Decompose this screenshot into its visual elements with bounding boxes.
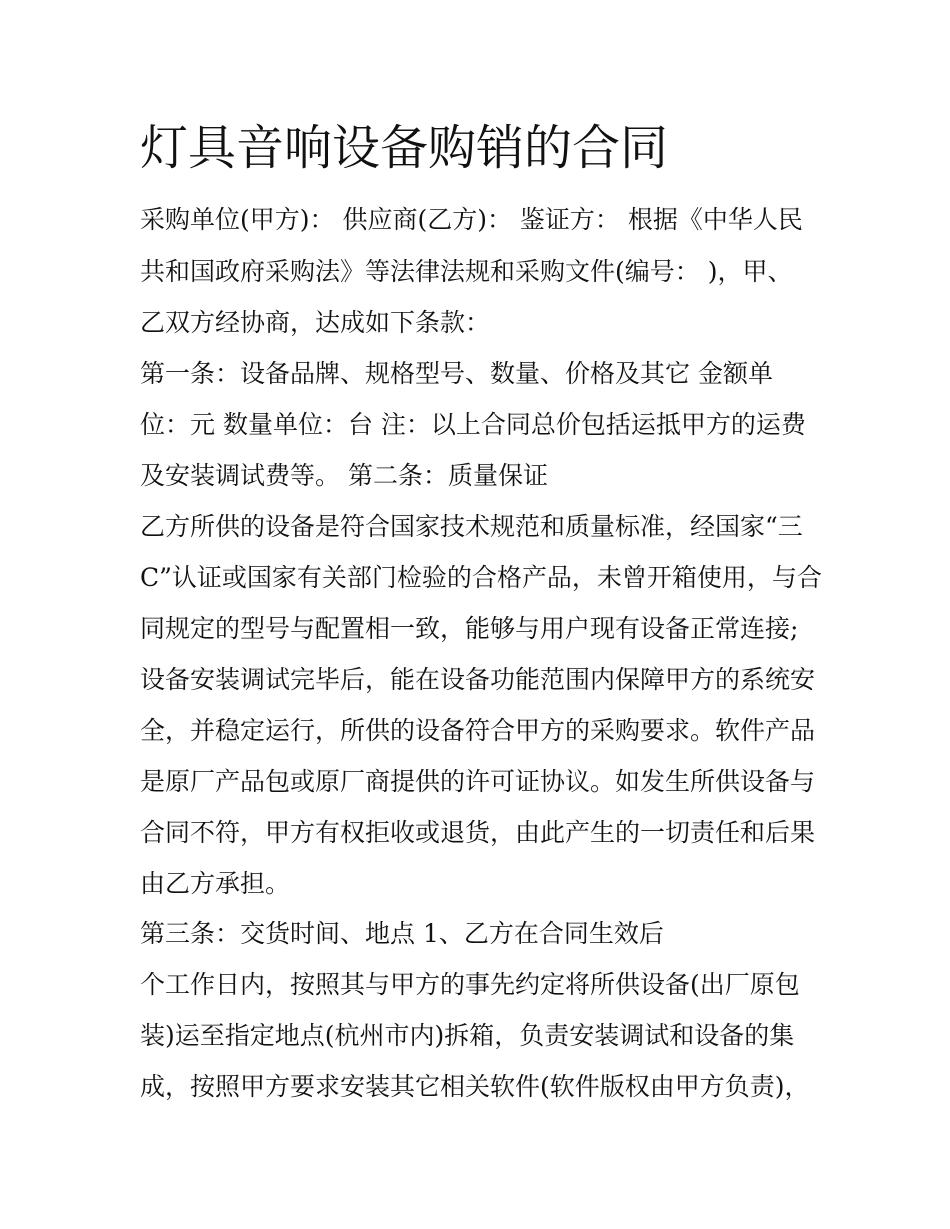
document-title: 灯具音响设备购销的合同 [140, 120, 669, 176]
paragraph-line: 由乙方承担。 [140, 869, 291, 898]
paragraph-line: 全，并稳定运行，所供的设备符合甲方的采购要求。软件产品 [140, 716, 816, 745]
paragraph-line: 是原厂产品包或原厂商提供的许可证协议。如发生所供设备与 [140, 767, 816, 796]
paragraph-line: 位：元 数量单位：台 注：以上合同总价包括运抵甲方的运费 [140, 410, 806, 439]
paragraph-line: 合同不符，甲方有权拒收或退货，由此产生的一切责任和后果 [140, 818, 816, 847]
paragraph-line: 装)运至指定地点(杭州市内)拆箱，负责安装调试和设备的集 [140, 1021, 795, 1050]
paragraph-line: 及安装调试费等。 第二条：质量保证 [140, 461, 548, 490]
paragraph-line: C”认证或国家有关部门检验的合格产品，未曾开箱使用，与合 [140, 563, 822, 592]
paragraph-line: 第三条：交货时间、地点 1、乙方在合同生效后 [140, 919, 664, 948]
paragraph-line: 乙方所供的设备是符合国家技术规范和质量标准，经国家“三 [140, 512, 803, 541]
paragraph-line: 个工作日内，按照其与甲方的事先约定将所供设备(出厂原包 [140, 970, 800, 999]
paragraph-line: 第一条：设备品牌、规格型号、数量、价格及其它 金额单 [140, 359, 773, 388]
paragraph-line: 同规定的型号与配置相一致，能够与用户现有设备正常连接; [140, 614, 799, 643]
paragraph-line: 成，按照甲方要求安装其它相关软件(软件版权由甲方负责)， [140, 1072, 810, 1101]
paragraph-line: 乙双方经协商，达成如下条款： [140, 308, 491, 337]
paragraph-line: 共和国政府采购法》等法律法规和采购文件(编号： )，甲、 [140, 257, 793, 286]
paragraph-line: 采购单位(甲方)： 供应商(乙方)： 鉴证方： 根据《中华人民 [140, 205, 803, 234]
paragraph-line: 设备安装调试完毕后，能在设备功能范围内保障甲方的系统安 [140, 665, 816, 694]
